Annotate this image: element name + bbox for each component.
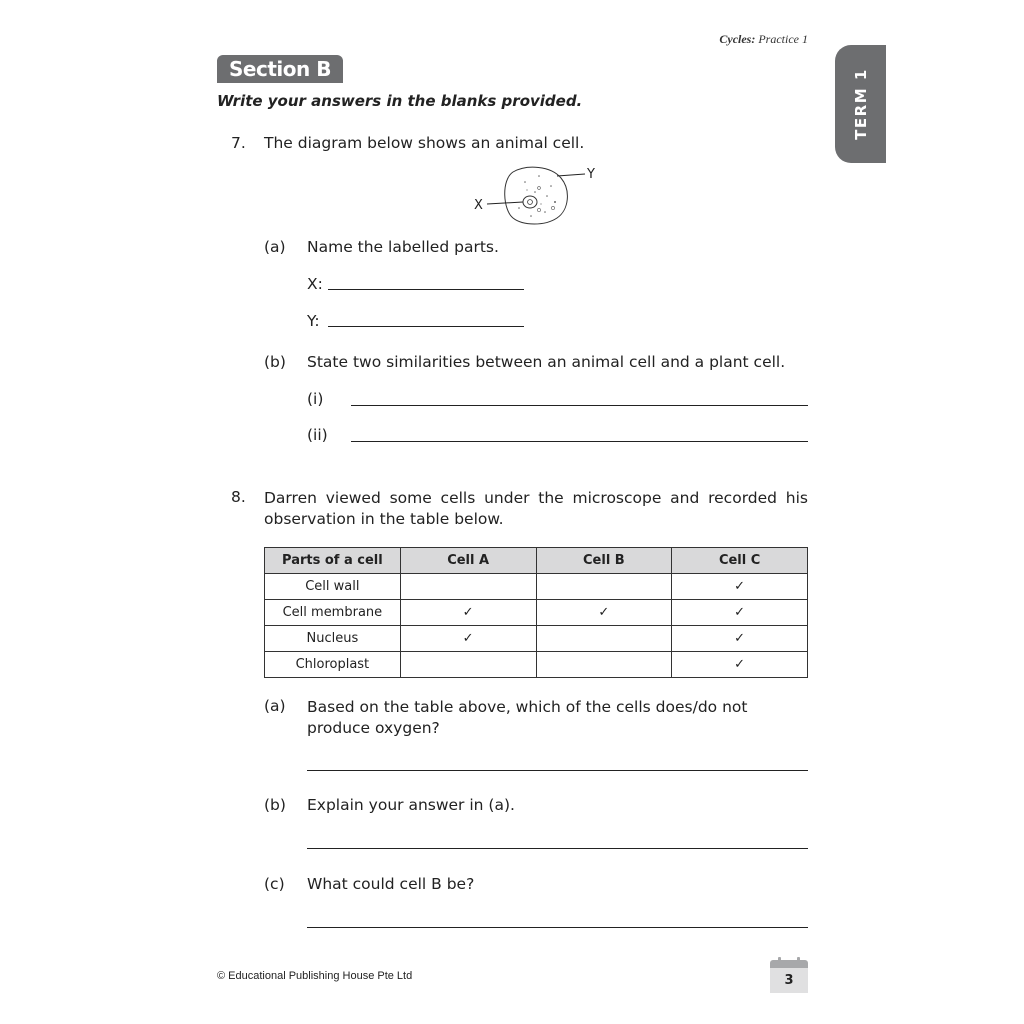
- q7-text: The diagram below shows an animal cell.: [264, 134, 585, 152]
- q7b-label: (b): [264, 353, 286, 371]
- table-row: [265, 626, 808, 652]
- table-cell: Cell membrane: [265, 600, 401, 626]
- answer-blank-8a[interactable]: [307, 770, 808, 771]
- page-number: 3: [770, 968, 808, 993]
- q8b-text: Explain your answer in (a).: [307, 796, 515, 814]
- table-header: Cell C: [672, 548, 808, 574]
- header-reference: [600, 32, 808, 47]
- q7a-text: Name the labelled parts.: [307, 238, 499, 256]
- section-title: Section B: [217, 55, 343, 83]
- term-tab: [835, 45, 886, 163]
- q7a-x-label: X:: [307, 275, 323, 293]
- q7b-i-label: (i): [307, 390, 324, 408]
- table-header: Parts of a cell: [265, 548, 401, 574]
- nucleus-shape: [523, 196, 537, 208]
- q7a-label: (a): [264, 238, 286, 256]
- table-header-row: [265, 548, 808, 574]
- answer-blank-b-i[interactable]: [351, 405, 808, 406]
- copyright-notice: © Educational Publishing House Pte Ltd: [217, 970, 413, 982]
- q7a-y-label: Y:: [307, 312, 320, 330]
- page-number-badge: [770, 960, 808, 993]
- section-instructions: Write your answers in the blanks provided.: [217, 92, 583, 110]
- answer-blank-y[interactable]: [328, 326, 524, 327]
- answer-blank-8c[interactable]: [307, 927, 808, 928]
- table-cell: [400, 652, 536, 678]
- table-cell: Nucleus: [265, 626, 401, 652]
- table-header: Cell A: [400, 548, 536, 574]
- q7-number: 7.: [231, 134, 246, 152]
- diagram-label-y: Y: [587, 167, 595, 182]
- table-cell: [536, 652, 672, 678]
- table-cell: Cell wall: [265, 574, 401, 600]
- table-cell: Chloroplast: [265, 652, 401, 678]
- q7b-ii-label: (ii): [307, 426, 328, 444]
- header-topic: Cycles:: [719, 32, 756, 46]
- q8c-text: What could cell B be?: [307, 875, 475, 893]
- term-tab-label: TERM 1: [851, 68, 870, 140]
- table-cell: ✓: [672, 626, 808, 652]
- table-cell: [536, 574, 672, 600]
- table-cell: ✓: [400, 600, 536, 626]
- table-cell: [400, 574, 536, 600]
- pointer-line-y: [557, 174, 585, 176]
- calendar-ring: [797, 957, 800, 964]
- q8a-text: Based on the table above, which of the cells does/do not produce oxygen?: [307, 698, 748, 737]
- calendar-ring: [778, 957, 781, 964]
- table-row: [265, 652, 808, 678]
- table-cell: ✓: [672, 652, 808, 678]
- calendar-icon: [770, 960, 808, 968]
- observation-table: [264, 547, 808, 678]
- diagram-label-x: X: [474, 198, 483, 213]
- table-cell: ✓: [400, 626, 536, 652]
- table-row: [265, 600, 808, 626]
- q8a-label: (a): [264, 697, 286, 715]
- q8-text: Darren viewed some cells under the microscope and recorded his observation in the table below.: [264, 489, 808, 528]
- header-practice: Practice 1: [758, 32, 808, 46]
- q8c-label: (c): [264, 875, 285, 893]
- answer-blank-b-ii[interactable]: [351, 441, 808, 442]
- table-cell: ✓: [672, 600, 808, 626]
- answer-blank-x[interactable]: [328, 289, 524, 290]
- animal-cell-diagram: [465, 162, 605, 228]
- q7b-text: State two similarities between an animal cell and a plant cell.: [307, 353, 786, 371]
- table-cell: ✓: [536, 600, 672, 626]
- table-cell: ✓: [672, 574, 808, 600]
- table-cell: [536, 626, 672, 652]
- answer-blank-8b[interactable]: [307, 848, 808, 849]
- table-header: Cell B: [536, 548, 672, 574]
- q8b-label: (b): [264, 796, 286, 814]
- q8-number: 8.: [231, 488, 246, 506]
- table-row: [265, 574, 808, 600]
